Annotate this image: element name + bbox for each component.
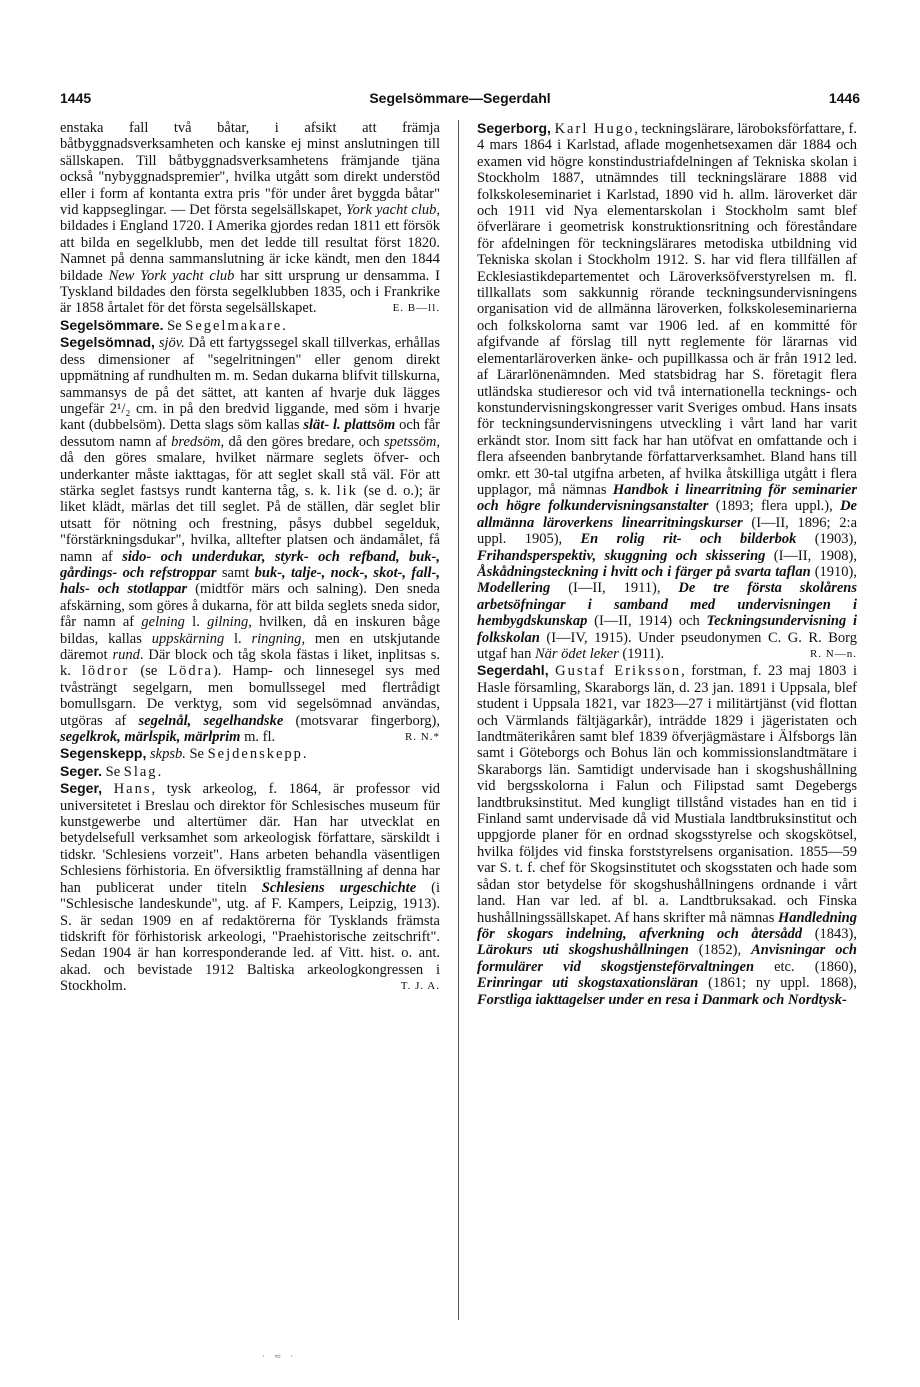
entry-seger	[60, 763, 440, 780]
text-run: Schlesiens urgeschichte	[261, 879, 417, 896]
text-run: Sejdenskepp	[207, 746, 303, 763]
text-run: (se d. o.); är liket klädt, märlas det till seglet. På de ställen, där seglet blir utsatt för nötning och frestning, påsys dubbel segelduk, "förstärkningsdukar", hvilka, alltefter platsen och ändamålet, få namn af	[60, 482, 440, 565]
text-run: .	[282, 317, 286, 334]
text-run: Gustaf Eriksson	[555, 663, 682, 680]
print-mark: · ≂ ·	[262, 1352, 296, 1362]
text-run: slät- l. plattsöm	[303, 417, 396, 434]
headword: Seger,	[60, 780, 103, 797]
text-run: lödror	[81, 663, 130, 680]
text-run: enstaka fall två båtar, i afsikt att främja båtbyggnadsverksamheten och kanske ej minst anslutningen till sällskapen. Till båtbyggnadsverksamhetens främjande tjäna också "nybyggnadspremier", hvilka utgått som direkt understöd eller i form af kontanta extra pris "för under året byggda båtar" vid kappseglingar. — Det första segelsällskapet,	[60, 120, 440, 219]
entry-segerborg	[477, 120, 857, 662]
headword: Seger.	[60, 762, 103, 779]
text-run: (I—II, 1914) och	[587, 613, 707, 630]
text-run: (1910),	[810, 563, 857, 580]
text-run: gelning	[141, 614, 185, 631]
text-run: Erinringar uti skogstaxationsläran	[477, 975, 699, 992]
text-run: Åskådningsteckning i hvitt och i färger på svarta taflan	[477, 563, 811, 580]
text-run: New York yacht club	[108, 267, 235, 284]
headword: Segelsömmare.	[60, 316, 164, 333]
text-run: När ödet leker	[534, 646, 619, 662]
text-run: (midtför märs och salning). Den sneda afskärning, som göres å dukarna, för att bilda seglets sneda sidor, får namn af	[60, 581, 440, 631]
text-run: samt	[216, 564, 255, 581]
text-run: l.	[224, 630, 252, 647]
column-divider	[458, 120, 459, 1320]
author-signature: R. N—n.	[809, 648, 857, 660]
entry-segerdahl	[477, 662, 857, 1008]
text-run: Lödra	[168, 663, 213, 680]
text-run: (I—II, 1911),	[550, 580, 679, 597]
text-run: (1843),	[802, 925, 857, 942]
text-run: , tysk arkeolog, f. 1864, är professor vid universitetet i Breslau och direktor för Schlesisches museum für kunstgewerbe und altertümer där. Han har utvecklat en betydelsefull verksamhet som arkeologisk författare, särskildt i tidskr. 'Schlesiens vorzeit". Hans arbeten behandla väsentligen Schlesiens förhistoria. En öfversiktlig framställning af denna har han publicerat under titeln	[60, 781, 440, 896]
text-run: Se	[163, 317, 186, 334]
text-run: Frihandsperspektiv, skuggning och skissering	[477, 547, 766, 564]
text-run: Anvisningar och formulärer vid skogstjensteförvaltningen	[477, 942, 857, 975]
text-run: York yacht club	[345, 202, 437, 219]
page-header	[60, 90, 860, 112]
text-run: (I—II, 1908),	[765, 547, 857, 564]
text-run: En rolig rit- och bilderbok	[580, 531, 797, 548]
text-run: (1861; ny uppl. 1868),	[698, 975, 857, 992]
text-run: Segelmakare	[185, 317, 283, 334]
text-run: Lärokurs uti skogshushållningen	[477, 942, 689, 959]
page-number-right: 1446	[828, 90, 860, 106]
entry-segelsommare	[60, 317, 440, 334]
text-run: , bildades i England 1720. I Amerika gjordes redan 1811 ett försök att bilda en segelklubb, men det ledde till resultat först 1820. Namnet på denna sammanslutning är icke kändt, men den 1844 bildade	[60, 202, 440, 284]
text-run: rund	[112, 647, 140, 663]
text-run: och får dessutom namn af	[60, 417, 440, 450]
text-run: gilning	[207, 614, 249, 631]
text-run: , hvilken, då en inskuren båge bildas, kallas	[60, 614, 440, 647]
text-run: , då den göres bredare, och	[220, 433, 384, 450]
author-signature: R. N.*	[404, 731, 440, 744]
text-run: spetssöm	[384, 433, 437, 450]
text-run: , teckningslärare, läroboksförfattare, f. 4 mars 1864 i Karlstad, aflade mogenhetsexamen där 1884 och examen vid högre konstindustriafdelningen af Tekniska skolan i Stockholm 1887, utnämndes till teckningslärare 1888 vid folkskoleseminariet i Karlstad, 1890 vid h. allm. läroverket där och 1911 vid Nya elementarskolan i Stockholm samt blef öfverlärare i geometrisk konstruktionsritning och föreståndare för afdelningen för teckningslärares metodiska utbildning vid Tekniska skolan i Stockholm 1912. S. har vid flera tillfällen af Ecklesiastikdepartementet och Läroverksöfverstyrelsen m. fl. tillkallats som sakkunnig rörande teckningsundervisningens organisation vid de allmänna läroverken, folkskoleseminarierna och folkskolorna samt var 1906 led. af en kommitté för afgifvande af förslag till nytt reglemente för lärarnas vid elementarläroverken änke- och pupillkassa och är från 1912 led. af Lärarlönenämnden. Med statsbidrag har S. företagit flera utländska studieresor och vid två internationella tecknings- och konstundervisningskongresser varit Sveriges ombud. Hans insats för teckningsundervisningens utveckling i vårt land har varit erkändt stor. Inom sitt fack har han utöfvat en omfattande och i flera afseenden banbrytande författarverksamhet. Bland hans till omkr. ett 30-tal utgifna arbeten, af hvilka åtskilliga utgått i flera upplagor, må nämnas	[477, 121, 857, 498]
text-run: Karl Hugo	[554, 121, 635, 137]
text-run: ). Hamp- och linnesegel sys med tvåsträngt segelgarn, men bomullssegel med flertrådigt bomullsgarn. De verktyg, som vid segelsömnad användas, utgöras af	[60, 663, 440, 729]
left-column	[60, 120, 440, 1340]
text-run: Handbok i linearritning för seminarier och högre folkundervisningsanstalter	[477, 481, 857, 515]
text-run: , forstman, f. 23 maj 1803 i Hasle församling, Skaraborgs län, d. 23 jan. 1891 i Uppsala, blef student i Uppsala 1821, var 1823—27 i militärtjänst (vid flottan och Värmlands fältjägarkår), inträdde 1829 i jägeristaten och landtmäterikåren samt blef 1839 öfverjägmästare i Älfsborgs län samt i Göteborgs och Bohus län och kommissionslandtmätare i Skaraborgs län. Samtidigt undervisade han i skogshushållning vid bergsskolorna i Falun och Filipstad samt Degebergs landtbruksinstitut. Med kungligt tillstånd vistades han en tid i Finland samt undervisade då vid Mustiala landtbruksinstitut och uppgjorde planer för en ordnad skogsstyrelse och skogskötsel, hvilka följdes vid finska forststyrelsens organisation. 1855—59 var S. t. f. chef för Skogsinstitutet och skogsstaten och hade som sådan stor betydelse för skogshushållningens ordnande i vårt land. Han var led. af bl. a. Landtbruksakad. och Finska hushållningssällskapet. Af hans skrifter må nämnas	[477, 663, 857, 926]
text-run: Då ett fartygssegel skall tillverkas, erhållas dess dimensioner af "segelritningen" eller genom direkt uppmätning af rundhulten m. m. Sedan dukarna blifvit tillskurna, sammansys de på det sättet, att kanten af hvarje duk lägges ungefär 2¹/₂ cm. in på den bredvid liggande, med söm i hvarje kant (dubbelsöm). Detta slags söm kallas	[60, 335, 440, 434]
text-run: segelnål, segelhandske	[138, 712, 284, 729]
headword: Segerborg,	[477, 120, 551, 136]
entry-segelsomnad	[60, 334, 440, 745]
entry-seger-hans	[60, 780, 440, 994]
text-run: (1852),	[688, 942, 752, 959]
text-run: sjöv.	[158, 335, 185, 352]
text-run: (I—IV, 1915). Under pseudonymen C. G. R. Borg utgaf han	[477, 629, 857, 662]
text-run: m. fl.	[240, 729, 276, 746]
text-run: (i "Schlesische landeskunde", utg. af F. Kampers, Leipzig, 1913). S. är sedan 1909 en af redaktörerna för Tysklands främsta tidskrift för förhistorisk arkeologi, "Praehistorische zeitschrift". Sedan 1904 är han korresponderande led. af Vitt. hist. o. ant. akad. och bevistade 1912 Baltiska arkeologkongressen i Stockholm.	[60, 879, 440, 995]
text-run: Teckningsundervisning i folkskolan	[477, 613, 857, 646]
page-title: Segelsömmare—Segerdahl	[369, 90, 551, 106]
text-run: Forstliga iakttagelser under en resa i Danmark och Nordtysk-	[477, 991, 847, 1008]
text-run: (motsvarar fingerborg),	[283, 712, 440, 729]
text-run: , men en utskjutande däremot	[60, 630, 440, 663]
author-signature: E. B—ll.	[392, 302, 440, 315]
text-run: , då den göres smalare, hvilket närmare seglets öfver- och underkanter måste iakttagas, för att seglet skall stå väl. För att stärka seglet fastsys rundt kanterna tåg, s. k.	[60, 433, 440, 499]
text-run: .	[157, 763, 162, 780]
text-run: Handledning för skogars indelning, afverkning och återsådd	[477, 909, 857, 942]
right-column	[477, 120, 857, 1340]
text-run: segelkrok, märlspik, märlprim	[60, 729, 241, 746]
headword: Segelsömnad,	[60, 334, 155, 351]
page-number-left: 1445	[60, 90, 92, 106]
headword: Segenskepp,	[60, 745, 147, 762]
text-run: lik	[336, 482, 358, 499]
text-run: (se	[129, 663, 169, 680]
text-run: Hans	[113, 781, 152, 798]
text-run: Slag	[123, 763, 158, 780]
text-run: sido- och underdukar, styrk- och refband, buk-, gårdings- och refstroppar	[60, 548, 440, 581]
text-run: Modellering	[477, 580, 551, 597]
text-run: (1903),	[796, 531, 857, 548]
text-run: buk-, talje-, nock-, skot-, fall-, hals- och stotlappar	[60, 564, 440, 598]
text-run: etc. (1860),	[754, 958, 857, 975]
text-run: (1893; flera uppl.),	[708, 498, 841, 515]
text-run: uppskärning	[151, 630, 225, 647]
text-run: Se	[185, 746, 208, 763]
headword: Segerdahl,	[477, 662, 549, 679]
text-run: ringning	[251, 630, 302, 647]
text-run: . Där block och tåg skola fästas i liket, inplitsas s. k.	[60, 647, 440, 680]
text-run: l.	[184, 614, 208, 631]
text-run: De allmänna läroverkens linearritningskurser	[477, 498, 857, 531]
entry-segelsallskap-continued	[60, 120, 440, 317]
text-run: skpsb.	[150, 746, 186, 763]
text-run: har sitt ursprung ur densamma. I Tyskland bildades den första segelklubben 1835, och i Frankrike är 1858 årtalet för det första segelsällskapet.	[60, 267, 440, 317]
text-run: (1911).	[618, 646, 665, 662]
author-signature: T. J. A.	[400, 980, 440, 993]
text-run: .	[302, 746, 307, 763]
text-run: (I—II, 1896; 2:a uppl. 1905),	[477, 514, 857, 548]
text-run: Se	[102, 763, 124, 780]
entry-segenskepp	[60, 745, 440, 762]
text-run: bredsöm	[171, 433, 221, 450]
text-run: De tre första skolårens arbetsöfningar i samband med undervisningen i hembygdskunskap	[477, 580, 857, 630]
